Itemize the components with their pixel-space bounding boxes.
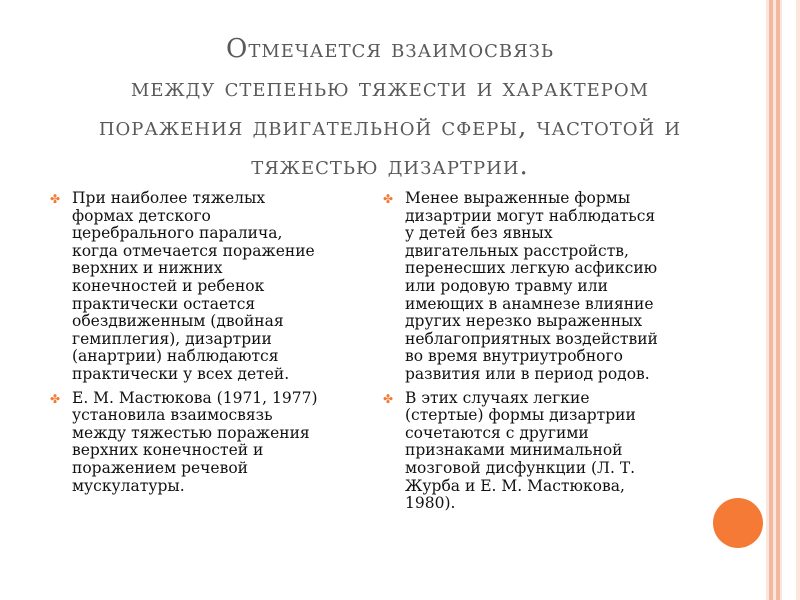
list-item-text: [72, 390, 350, 496]
text-line: верхних и нижних: [72, 259, 223, 278]
text-line: Менее выраженные формы: [405, 189, 631, 207]
text-line: двигательных расстройств,: [405, 241, 629, 260]
text-line: (стертые) формы дизартрии: [405, 406, 636, 425]
title-line: тяжестью дизартрии.: [251, 151, 529, 181]
text-line: практически у всех детей.: [72, 364, 290, 383]
bullet-icon: ✤: [383, 391, 394, 406]
text-line: формах детского: [72, 206, 211, 225]
list-item: [383, 390, 698, 513]
text-line: (анартрии) наблюдаются: [72, 347, 279, 366]
text-line: неблагоприятных воздействий: [405, 329, 658, 348]
text-line: перенесших легкую асфиксию: [405, 259, 658, 278]
text-line: у детей без явных: [405, 224, 553, 243]
decor-stripe-line: [769, 0, 773, 600]
right-column: [383, 190, 698, 519]
list-item: [50, 390, 350, 496]
text-line: Журба и Е. М. Мастюкова,: [405, 476, 625, 495]
text-line: поражением речевой: [72, 458, 248, 477]
text-line: признаками минимальной: [405, 441, 623, 460]
decor-circle: [713, 498, 763, 548]
text-line: конечностей и ребенок: [72, 276, 265, 295]
list-item: [383, 190, 698, 384]
text-line: церебрального паралича,: [72, 224, 283, 243]
text-line: обездвиженным (двойная: [72, 312, 284, 331]
text-line: верхних конечностей и: [72, 441, 264, 460]
text-line: 1980).: [405, 494, 456, 513]
title-line: между степенью тяжести и характером: [130, 73, 650, 103]
title-line: поражения двигательной сферы, частотой и: [98, 112, 682, 142]
text-line: мускулатуры.: [72, 476, 185, 495]
text-line: гемиплегия), дизартрии: [72, 329, 272, 348]
list-item-text: [405, 390, 698, 513]
bullet-icon: ✤: [383, 192, 394, 206]
list-item: [50, 190, 350, 384]
decor-stripe-edge: [796, 0, 800, 600]
bullet-icon: ✤: [50, 391, 61, 406]
text-line: или родовую травму или: [405, 276, 608, 295]
text-line: во время внутриутробного: [405, 347, 623, 366]
text-line: развития или в период родов.: [405, 364, 650, 383]
text-line: установила взаимосвязь: [72, 406, 273, 425]
text-line: В этих случаях легкие: [405, 388, 590, 407]
title-line: Отмечается взаимосвязь: [226, 34, 554, 64]
text-line: других нерезко выраженных: [405, 312, 643, 331]
text-line: когда отмечается поражение: [72, 241, 315, 260]
text-line: мозговой дисфункции (Л. Т.: [405, 458, 636, 477]
text-line: При наиболее тяжелых: [72, 189, 266, 207]
text-line: Е. М. Мастюкова (1971, 1977): [72, 388, 318, 407]
slide-title: [20, 30, 760, 186]
decor-stripe-line: [776, 0, 780, 600]
text-line: между тяжестью поражения: [72, 423, 310, 442]
bullet-icon: ✤: [50, 192, 61, 206]
text-line: практически остается: [72, 294, 256, 313]
list-item-text: [405, 190, 698, 384]
text-line: сочетаются с другими: [405, 423, 589, 442]
text-line: дизартрии могут наблюдаться: [405, 206, 656, 225]
left-column: [50, 190, 350, 501]
text-line: имеющих в анамнезе влияние: [405, 294, 654, 313]
decor-stripe-gap: [782, 0, 796, 600]
list-item-text: [72, 190, 350, 384]
